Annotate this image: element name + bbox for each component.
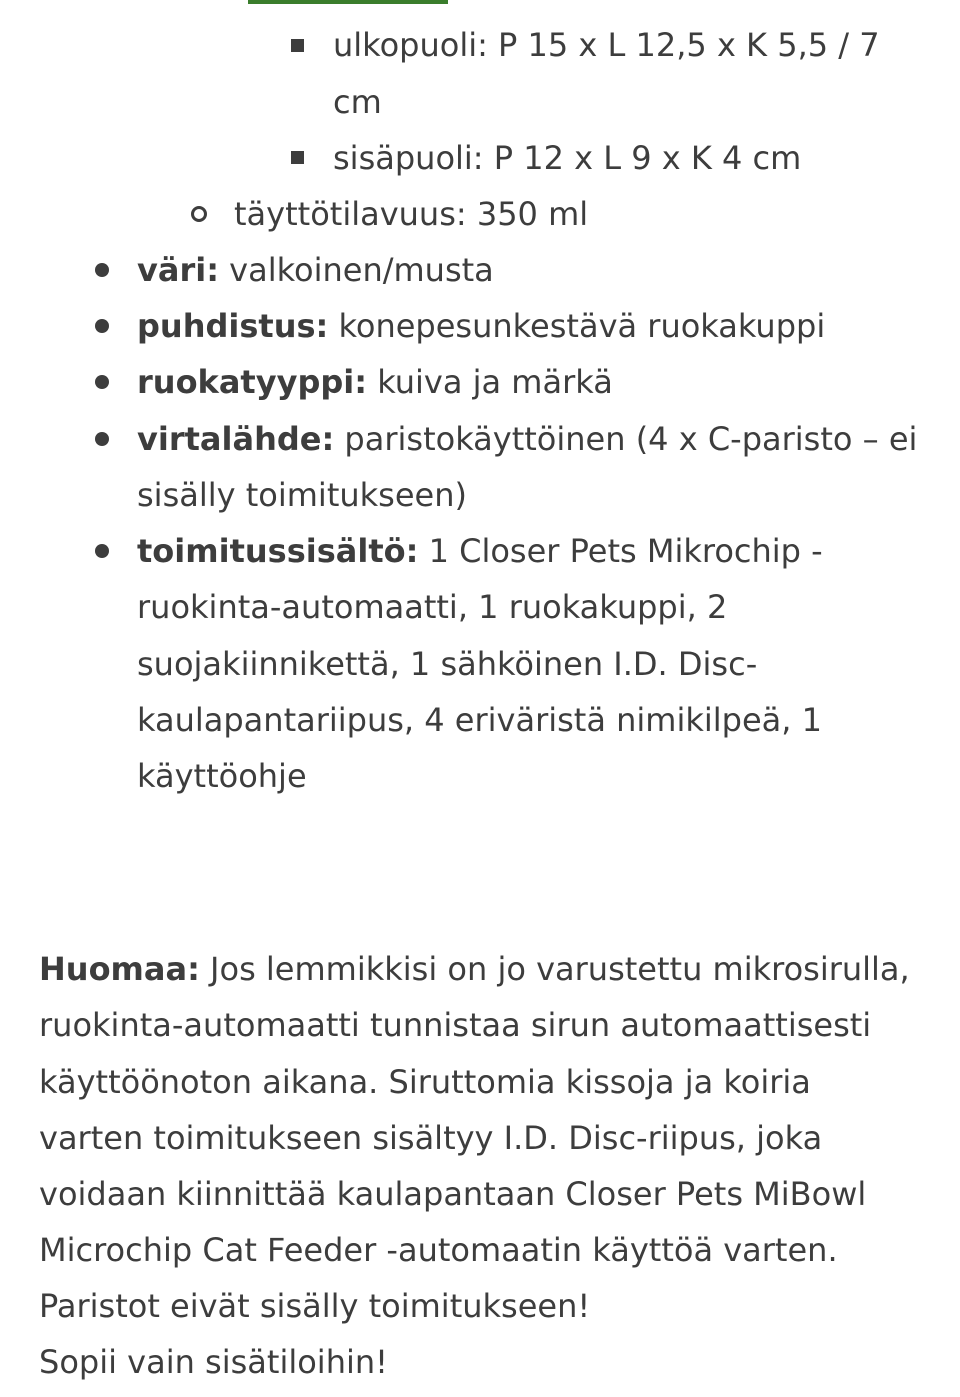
disc-bullet-icon — [95, 319, 109, 333]
note-line5: voidaan kiinnittää kaulapantaan Closer Pets MiBowl — [39, 1175, 867, 1213]
spec-inner-dims: sisäpuoli: P 12 x L 9 x K 4 cm — [333, 139, 802, 177]
note-line7: Paristot eivät sisälly toimitukseen! — [39, 1287, 591, 1325]
spec-power-label: virtalähde: — [137, 420, 335, 458]
note-line4: varten toimitukseen sisältyy I.D. Disc-riipus, joka — [39, 1119, 823, 1157]
spec-food — [137, 354, 613, 410]
spec-contents-line4: kaulapantariipus, 4 eriväristä nimikilpeä, 1 — [137, 701, 822, 739]
disc-bullet-icon — [95, 432, 109, 446]
spec-color — [137, 242, 494, 298]
note-label: Huomaa: — [39, 950, 200, 988]
spec-food-label: ruokatyyppi: — [137, 363, 368, 401]
note-line1 — [39, 941, 910, 997]
note-text-1: Jos lemmikkisi on jo varustettu mikrosirulla, — [199, 950, 910, 988]
note-line2: ruokinta-automaatti tunnistaa sirun automaattisesti — [39, 1006, 872, 1044]
spec-color-label: väri: — [137, 251, 219, 289]
note-line6: Microchip Cat Feeder -automaatin käyttöä varten. — [39, 1231, 838, 1269]
note-line3: käyttöönoton aikana. Siruttomia kissoja ja koiria — [39, 1063, 811, 1101]
spec-contents-value: 1 Closer Pets Mikrochip - — [418, 532, 823, 570]
disc-bullet-icon — [95, 544, 109, 558]
spec-contents-line5: käyttöohje — [137, 757, 307, 795]
spec-power-value: paristokäyttöinen (4 x C-paristo – ei — [334, 420, 918, 458]
circle-bullet-icon — [191, 206, 207, 222]
spec-color-value: valkoinen/musta — [219, 251, 494, 289]
spec-outer-dims-cont: cm — [333, 83, 382, 121]
spec-cleaning-label: puhdistus: — [137, 307, 329, 345]
square-bullet-icon — [291, 151, 304, 164]
square-bullet-icon — [291, 39, 304, 52]
spec-contents-line3: suojakiinnikettä, 1 sähköinen I.D. Disc- — [137, 645, 758, 683]
spec-capacity: täyttötilavuus: 350 ml — [234, 195, 589, 233]
link-underline[interactable] — [248, 0, 448, 4]
spec-power-cont: sisälly toimitukseen) — [137, 476, 467, 514]
spec-contents — [137, 523, 823, 579]
spec-food-value: kuiva ja märkä — [367, 363, 613, 401]
spec-contents-line2: ruokinta-automaatti, 1 ruokakuppi, 2 — [137, 588, 728, 626]
spec-contents-label: toimitussisältö: — [137, 532, 419, 570]
disc-bullet-icon — [95, 375, 109, 389]
disc-bullet-icon — [95, 263, 109, 277]
spec-power — [137, 411, 917, 467]
spec-cleaning-value: konepesunkestävä ruokakuppi — [328, 307, 826, 345]
spec-outer-dims: ulkopuoli: P 15 x L 12,5 x K 5,5 / 7 — [333, 26, 880, 64]
note-line8: Sopii vain sisätiloihin! — [39, 1343, 388, 1381]
spec-cleaning — [137, 298, 825, 354]
